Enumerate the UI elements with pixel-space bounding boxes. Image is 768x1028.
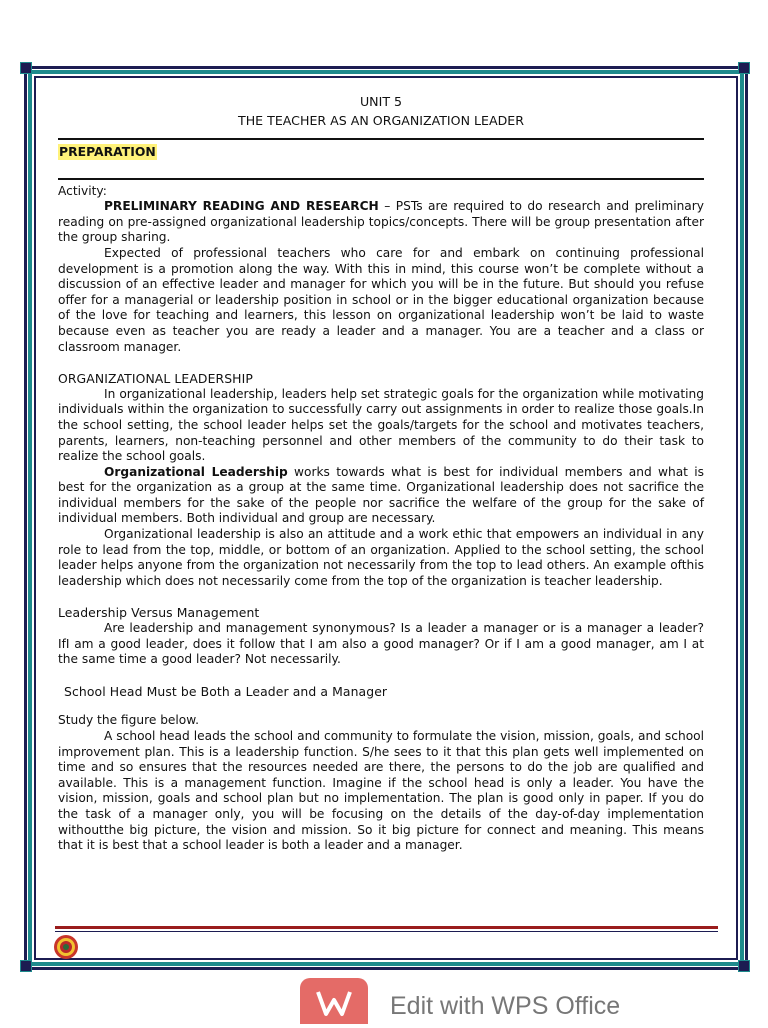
org-leadership-paragraph-1: In organizational leadership, leaders help set strategic goals for the organization while motivating individuals within the organization to successfully carry out assignments in order to realize those goals.In the school setting, the school leader helps set the goals/targets for the school and motivates teachers, parents, learners, non-teaching personnel and other members of the community to do their task to realize the school goals. [58, 386, 704, 464]
wps-logo-icon [300, 978, 368, 1024]
unit-label: UNIT 5 [359, 94, 403, 109]
school-head-paragraph: A school head leads the school and community to formulate the vision, mission, goals, and school improvement plan. This is a leadership function. S/he sees to it that this plan gets well implemented on time and so ensures that the resources needed are there, the persons to do the job are qualified and available. This is a management function. Imagine if the school head is only a leader. You have the vision, mission, goals and school plan but no implementation. The plan is good only in paper. If you do the task of a manager only, you will be focusing on the details of the day-of-day implementation withoutthe big picture, the vision and mission. So it big picture for connect and meaning. This means that it is best that a school leader is both a leader and a manager. [58, 729, 704, 853]
border-corner-top-right [738, 62, 750, 74]
lvm-paragraph: Are leadership and management synonymous? Is a leader a manager or is a manager a leader? IfI am a good leader, does it follow that I am also a good manager? Or if I am a good manager, am I at the same time a good leader? Not necessarily. [58, 621, 704, 667]
document-body [58, 92, 704, 854]
activity-text: – PSTs are required to do research and preliminary reading on pre-assigned organizational leadership topics/concepts. There will be group presentation after the group sharing. [58, 199, 704, 245]
activity-heading: PRELIMINARY READING AND RESEARCH [104, 199, 379, 214]
section-heading-leadership-vs-management: Leadership Versus Management [58, 605, 260, 621]
section-heading-org-leadership: ORGANIZATIONAL LEADERSHIP [58, 371, 253, 387]
study-figure-line: Study the figure below. [58, 713, 199, 728]
footer-rule-dark [55, 931, 718, 932]
activity-paragraph [58, 199, 704, 246]
preparation-label: PREPARATION [59, 144, 156, 159]
org-leadership-paragraph-2 [58, 465, 704, 527]
wps-watermark-text: Edit with WPS Office [390, 992, 621, 1020]
border-corner-bottom-right [738, 960, 750, 972]
border-corner-bottom-left [20, 960, 32, 972]
page-title: THE TEACHER AS AN ORGANIZATION LEADER [238, 113, 524, 128]
intro-paragraph: Expected of professional teachers who care for and embark on continuing professional development is a promotion along the way. With this in mind, this course won’t be complete without a discussion of an effective leader and manager for which you will be in the future. But should you refuse offer for a managerial or leadership position in school or in the bigger educational organization because of the love for teaching and learners, this lesson on organizational leadership won’t be laid to waste because even as teacher you are ready a leader and a manager. You are a teacher and a class or classroom manager. [58, 245, 704, 354]
section-heading-school-head: School Head Must be Both a Leader and a Manager [64, 683, 388, 699]
footer-rule-red [55, 926, 718, 929]
org-leadership-p2-text: works towards what is best for individual members and what is best for the organization as a group at the same time. Organizational leadership does not sacrifice the individual members for the sake of the people nor sacrifice the welfare of the group for the sake of individual members. Both individual and group are necessary. [58, 464, 704, 526]
org-leadership-paragraph-3: Organizational leadership is also an attitude and a work ethic that empowers an individual in any role to lead from the top, middle, or bottom of an organization. Applied to the school setting, the school leader helps anyone from the organization not necessarily from the top to lead others. An example ofthis leadership which does not necessarily come from the top of the organization is teacher leadership. [58, 527, 704, 588]
border-corner-top-left [20, 62, 32, 74]
activity-label: Activity: [58, 183, 107, 198]
school-seal-icon [53, 934, 79, 960]
preparation-rule [58, 178, 704, 180]
org-leadership-term: Organizational Leadership [104, 464, 288, 479]
wps-watermark[interactable] [300, 978, 630, 1024]
title-rule [58, 138, 704, 140]
